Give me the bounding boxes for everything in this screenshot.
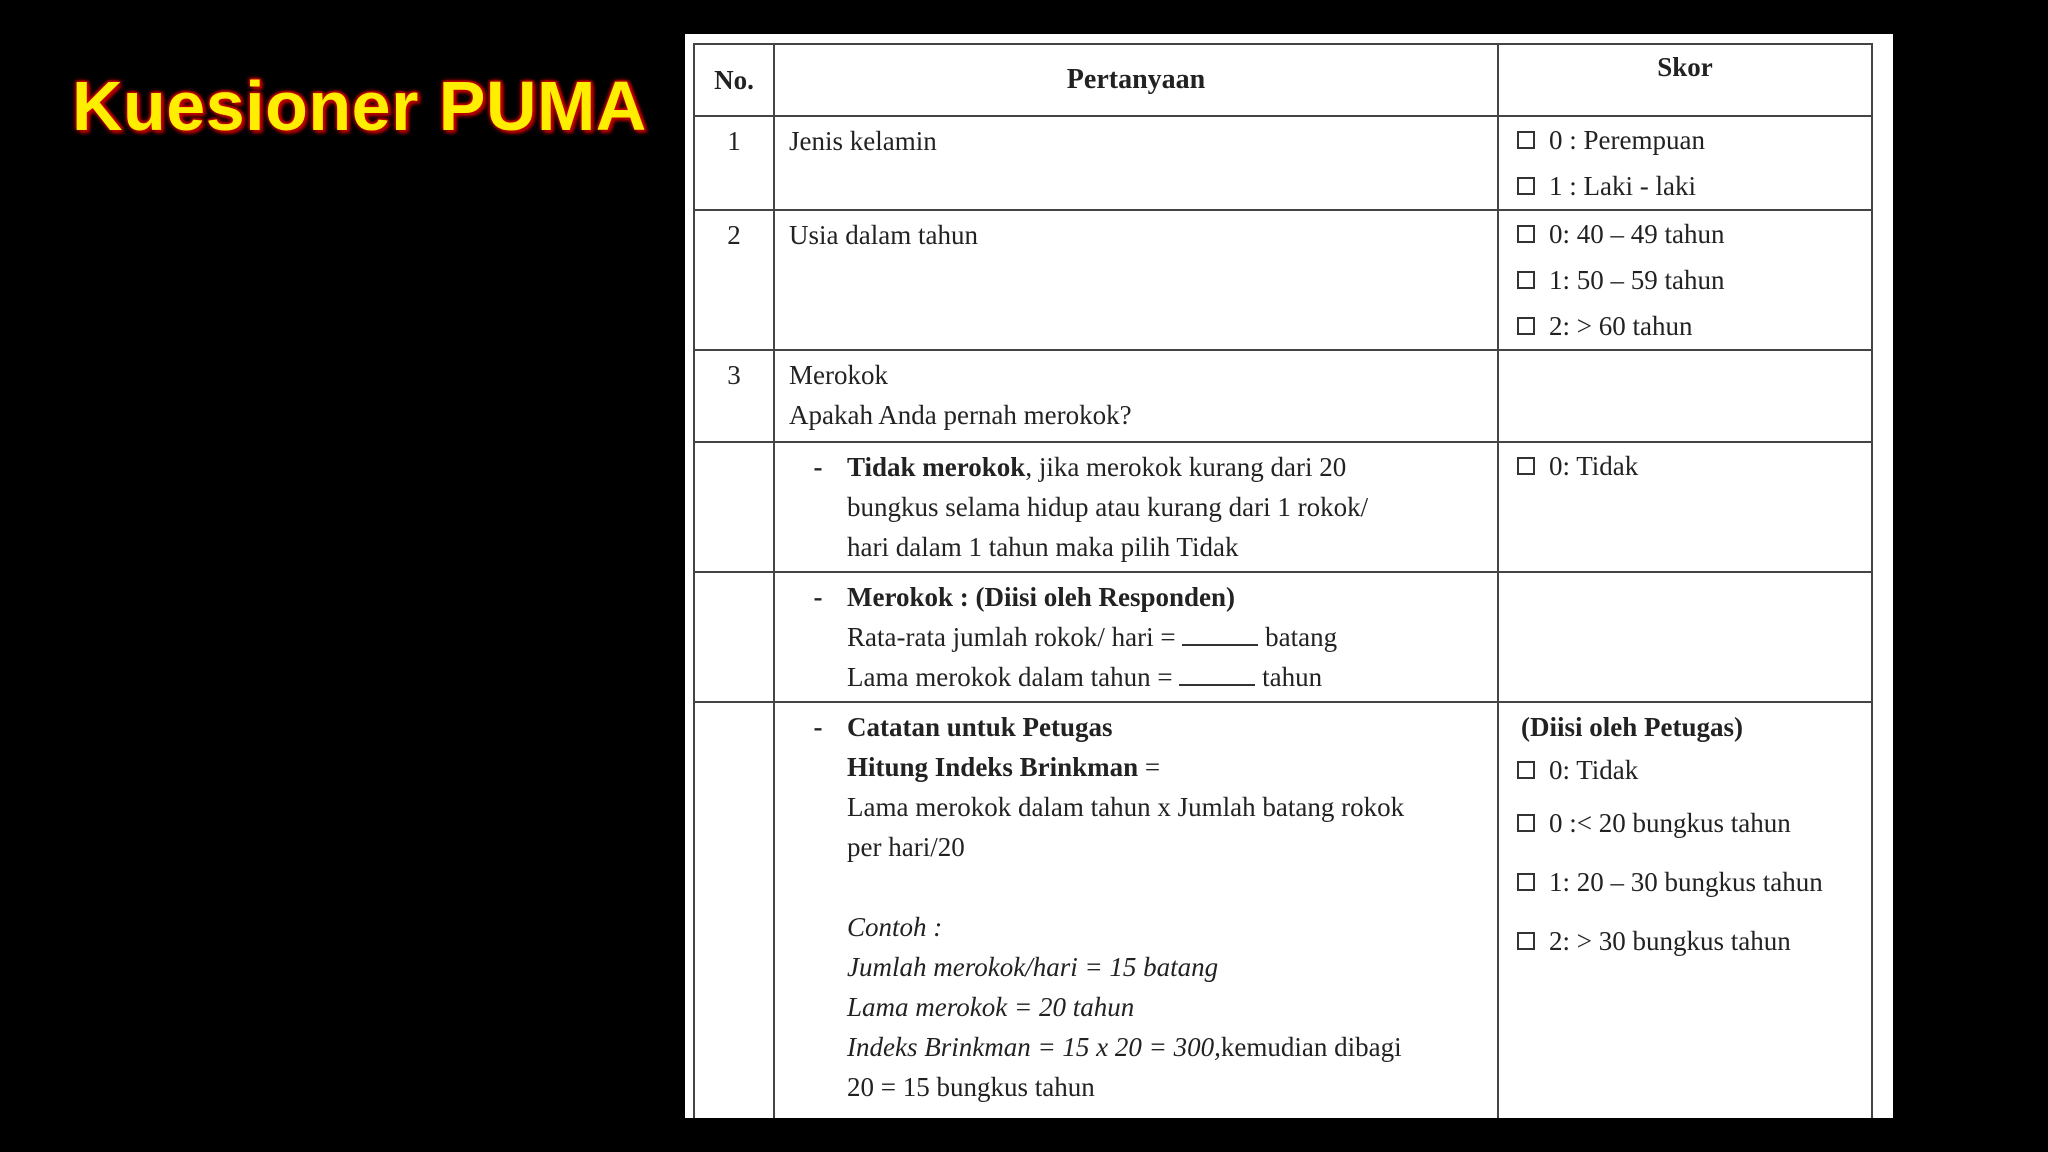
option-heading: Merokok : (Diisi oleh Responden) (847, 582, 1236, 612)
years-smoking-field[interactable] (1179, 660, 1255, 686)
row-number: 3 (727, 360, 741, 390)
question-title: Merokok (789, 360, 888, 390)
bullet-dash: - (813, 712, 823, 742)
header-question: Pertanyaan (774, 44, 1498, 116)
question-text: Apakah Anda pernah merokok? (789, 400, 1132, 430)
row-number: 1 (727, 126, 741, 156)
bullet-dash: - (813, 452, 823, 482)
score-option[interactable]: 1 : Laki - laki (1499, 163, 1871, 209)
table-row (694, 210, 1872, 350)
score-option[interactable]: 0 : Perempuan (1499, 117, 1871, 163)
row-number: 2 (727, 220, 741, 250)
score-option[interactable]: 1: 20 – 30 bungkus tahun (1499, 852, 1871, 911)
checkbox-icon[interactable] (1517, 457, 1535, 475)
officer-note-title: Catatan untuk Petugas (847, 712, 1113, 742)
score-note-title: (Diisi oleh Petugas) (1521, 712, 1743, 742)
table-row (694, 116, 1872, 210)
score-option[interactable]: 2: > 60 tahun (1499, 303, 1871, 349)
checkbox-icon[interactable] (1517, 317, 1535, 335)
questionnaire-table (693, 43, 1873, 1118)
checkbox-icon[interactable] (1517, 814, 1535, 832)
slide-title: Kuesioner PUMA (72, 67, 647, 145)
header-score: Skor (1498, 44, 1872, 116)
score-option[interactable]: 2: > 30 bungkus tahun (1499, 911, 1871, 970)
option-heading: Tidak merokok (847, 452, 1026, 482)
score-option[interactable]: 0: Tidak (1499, 747, 1871, 793)
table-row: - Merokok : (Diisi oleh Responden) Rata-rata jumlah rokok/ hari = batang Lama merokok dalam tahun = tahun (694, 572, 1872, 702)
bullet-dash: - (813, 582, 823, 612)
checkbox-icon[interactable] (1517, 225, 1535, 243)
header-no: No. (694, 44, 774, 116)
question-text: Jenis kelamin (789, 126, 937, 156)
checkbox-icon[interactable] (1517, 873, 1535, 891)
score-option[interactable]: 0: Tidak (1499, 443, 1871, 489)
checkbox-icon[interactable] (1517, 932, 1535, 950)
score-option[interactable]: 0 :< 20 bungkus tahun (1499, 793, 1871, 852)
checkbox-icon[interactable] (1517, 131, 1535, 149)
score-option[interactable]: 1: 50 – 59 tahun (1499, 257, 1871, 303)
checkbox-icon[interactable] (1517, 761, 1535, 779)
table-row (694, 350, 1872, 442)
table-row: - Tidak merokok, jika merokok kurang dari 20 bungkus selama hidup atau kurang dari 1 rokok/ hari dalam 1 tahun maka pilih Tidak 0: Tidak (694, 442, 1872, 572)
question-text: Usia dalam tahun (789, 220, 978, 250)
checkbox-icon[interactable] (1517, 177, 1535, 195)
table-header-row (694, 44, 1872, 116)
questionnaire-document (685, 34, 1893, 1118)
example-title: Contoh : (847, 912, 943, 942)
cigarettes-per-day-field[interactable] (1182, 620, 1258, 646)
checkbox-icon[interactable] (1517, 271, 1535, 289)
score-option[interactable]: 0: 40 – 49 tahun (1499, 211, 1871, 257)
table-row: - Catatan untuk Petugas Hitung Indeks Brinkman = Lama merokok dalam tahun x Jumlah batang rokok per hari/20 Contoh : Jumlah merokok/hari = 15 batang Lama merokok = 20 tahun Indeks Brinkman = 15 x 20 = 300,kemudian dibagi 20 = 15 bungkus tahun (Diisi oleh Petugas) 0: Tidak 0 :< 20 bungkus tahun 1: 20 – 30 bungkus tahun 2: > 30 bungkus tahun (694, 702, 1872, 1118)
